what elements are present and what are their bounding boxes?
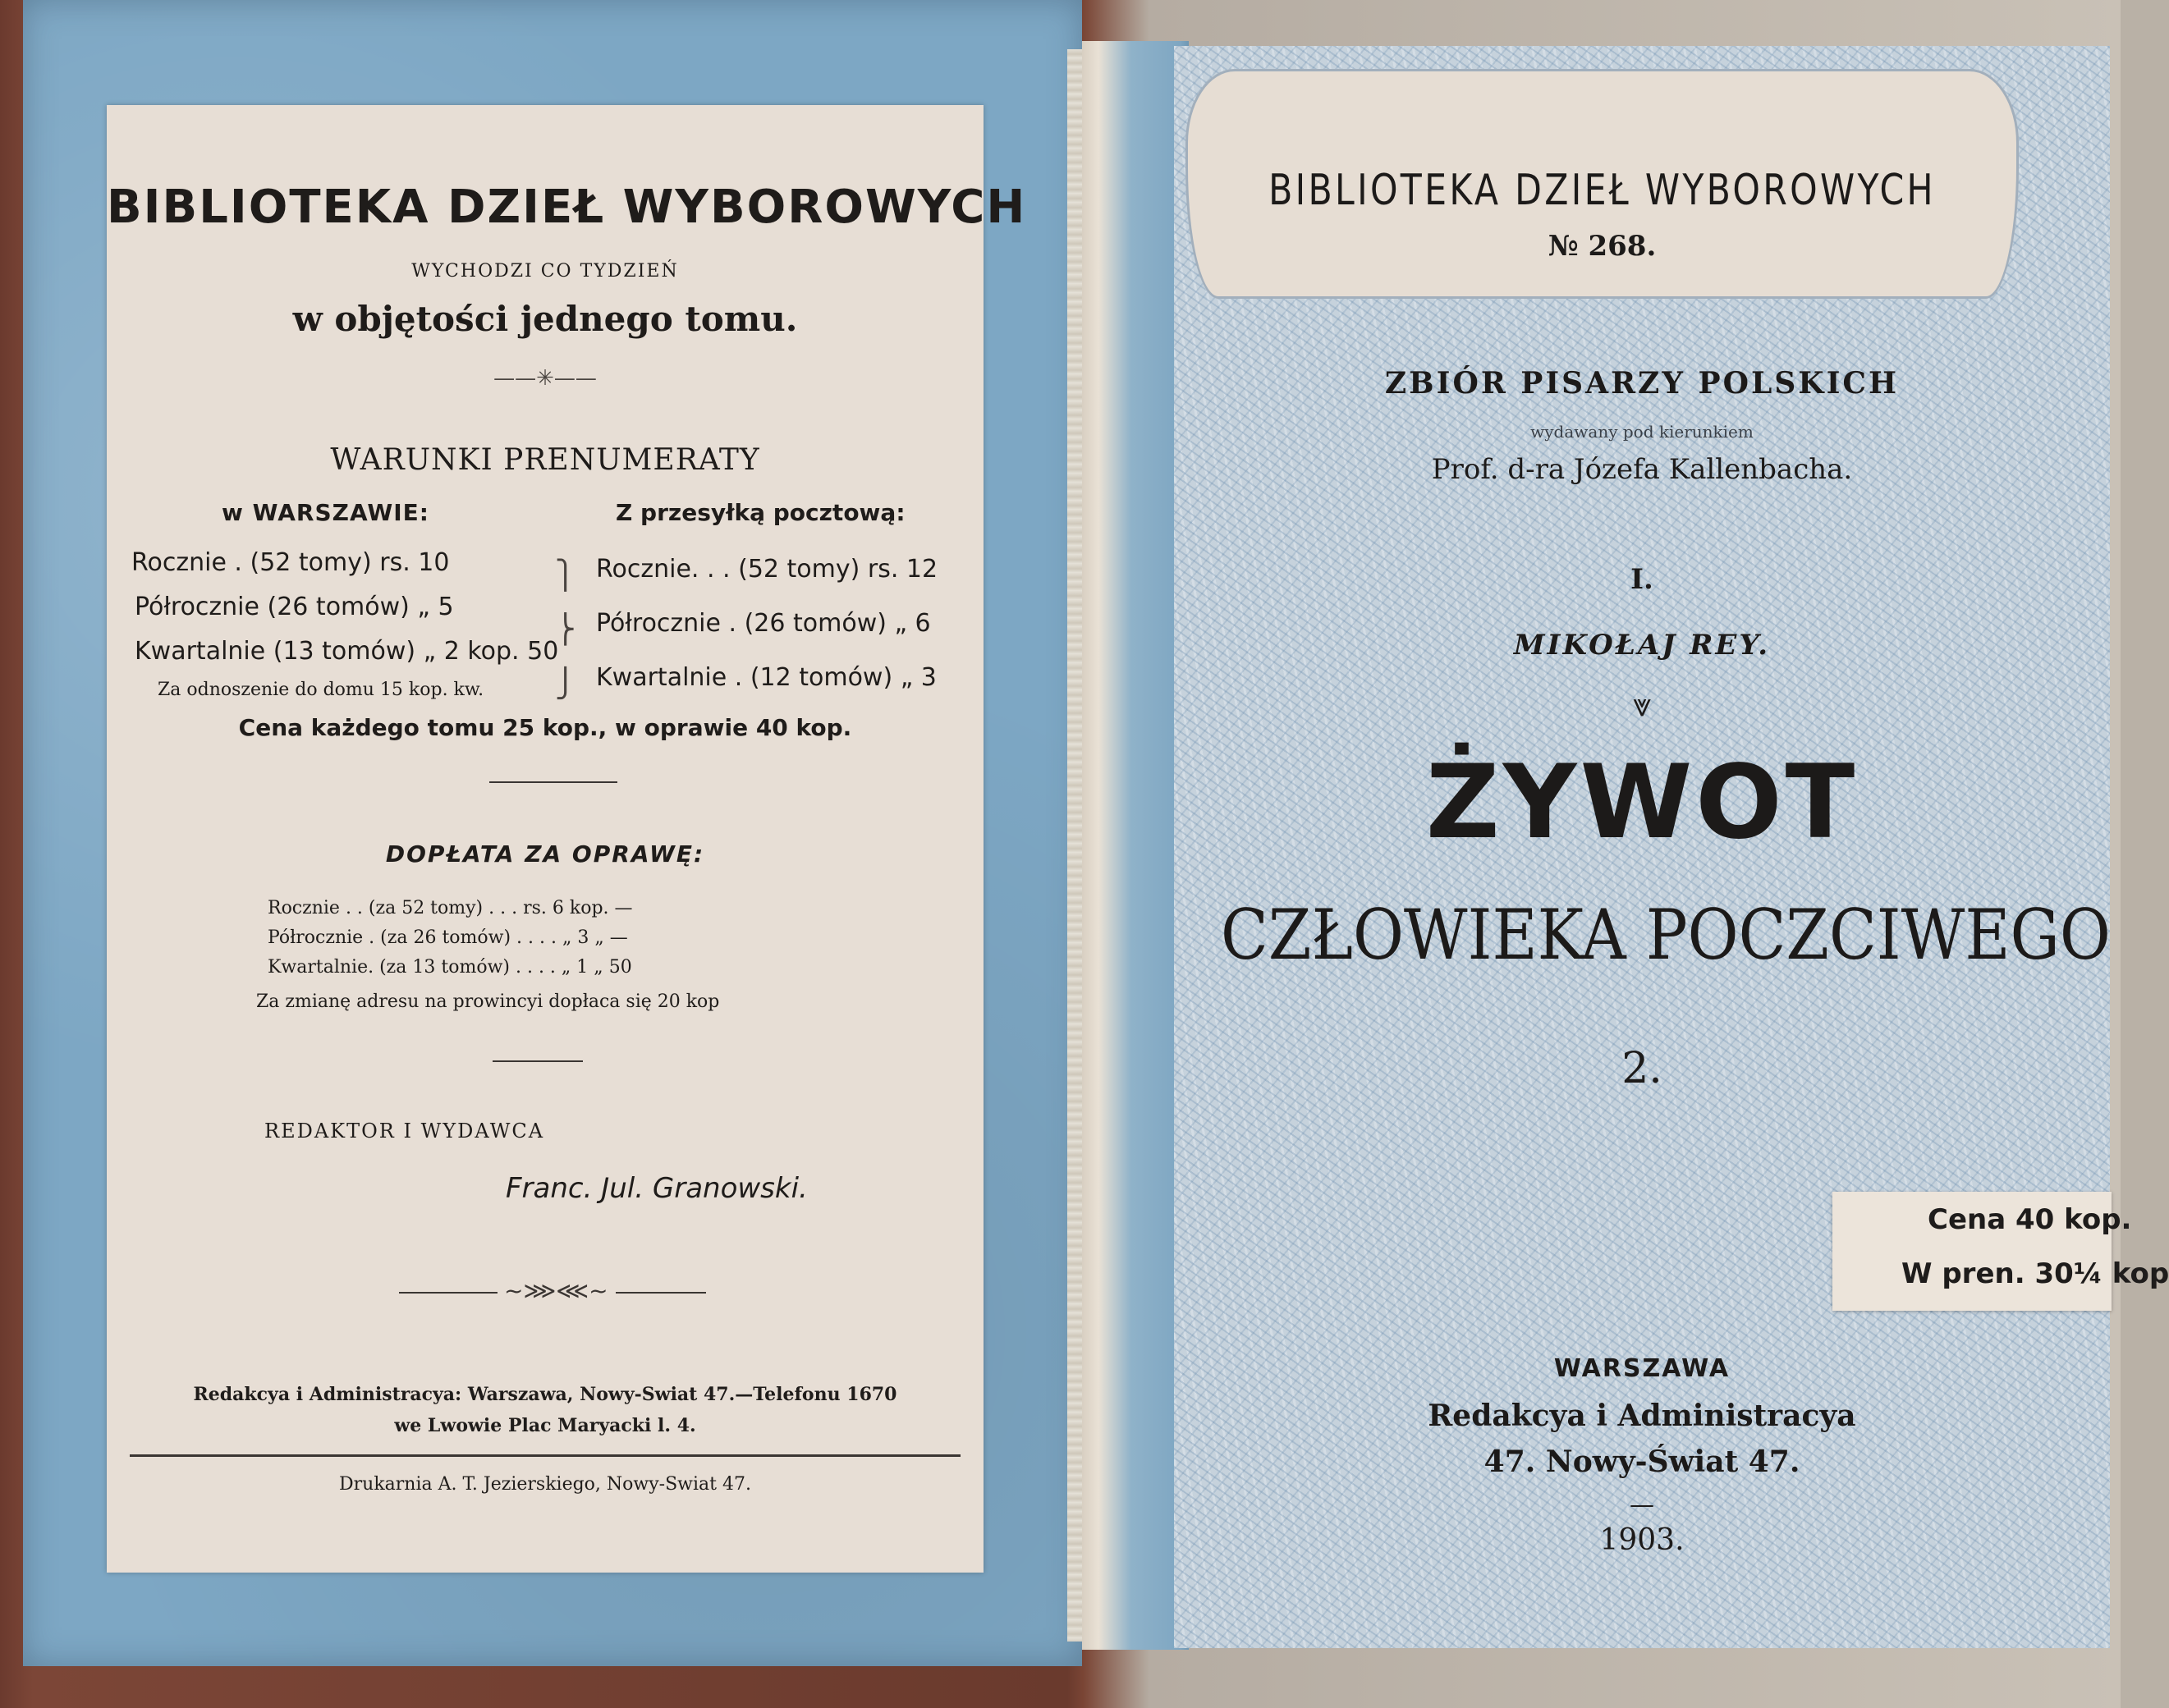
volume-number: 2. (1621, 1044, 1662, 1093)
volume-text: w objętości jednego tomu. (292, 299, 798, 339)
right-front-cover (1174, 46, 2110, 1648)
publisher-address: 47. Nowy-Świat 47. (1483, 1445, 1800, 1479)
main-title-subtitle: CZŁOWIEKA POCZCIWEGO (1221, 895, 2111, 975)
ornament-star: ——✳—— (493, 366, 597, 391)
brace-glyph: ⎫ ⎬ ⎭ (555, 559, 576, 700)
frequency-text: WYCHODZI CO TYDZIEŃ (411, 261, 679, 282)
warsaw-row-halfyear: Półrocznie (26 tomów) „ 5 (135, 593, 454, 621)
post-row-quarter: Kwartalnie . (12 tomów) „ 3 (596, 663, 937, 692)
price-sticker (1832, 1192, 2169, 1311)
ornament-flourish: ~⋙⋘~ (504, 1277, 608, 1304)
divider-1 (489, 781, 617, 783)
address-change-note: Za zmianę adresu na prowincyi dopłaca się 20 kop (256, 991, 720, 1012)
main-title-word: ŻYWOT (1425, 744, 1859, 862)
editor-label: REDAKTOR I WYDAWCA (264, 1120, 545, 1142)
warsaw-row-yearly: Rocznie . (52 tomy) rs. 10 (131, 548, 450, 577)
city: WARSZAWA (1553, 1354, 1731, 1383)
binding-row-halfyear: Półrocznie . (za 26 tomów) . . . . „ 3 „ — (268, 927, 628, 948)
year: 1903. (1599, 1523, 1685, 1557)
divider-3b (616, 1292, 706, 1294)
dash: — (1630, 1490, 1654, 1519)
left-pastedown-page (107, 105, 1027, 1573)
divider-bottom (130, 1454, 961, 1457)
post-heading: Z przesyłką pocztową: (616, 499, 906, 526)
price-line: Cena każdego tomu 25 kop., w oprawie 40 kop. (238, 714, 852, 741)
title-banner (1185, 69, 2019, 299)
binding-heading: DOPŁATA ZA OPRAWĘ: (385, 840, 705, 868)
divider-3a (399, 1292, 498, 1294)
editor-name: Franc. Jul. Granowski. (506, 1172, 808, 1205)
office-address-line1: Redakcya i Administracya: Warszawa, Nowy-Swiat 47.—Telefonu 1670 (193, 1384, 897, 1405)
collection-title: ZBIÓR PISARZY POLSKICH (1384, 366, 1900, 401)
office-address-line2: we Lwowie Plac Maryacki l. 4. (394, 1415, 696, 1436)
price-line1: Cena 40 kop. (1928, 1203, 2132, 1236)
divider-2 (493, 1060, 583, 1062)
post-row-yearly: Rocznie. . . (52 tomy) rs. 12 (596, 555, 938, 584)
publisher-office: Redakcya i Administracya (1428, 1399, 1856, 1433)
editor-name-cover: Prof. d-ra Józefa Kallenbacha. (1431, 453, 1853, 486)
price-line2: W pren. 30¼ kop (1901, 1257, 2169, 1290)
printer-line: Drukarnia A. T. Jezierskiego, Nowy-Swiat 47. (339, 1474, 751, 1495)
binding-row-yearly: Rocznie . . (za 52 tomy) . . . rs. 6 kop. — (268, 898, 633, 918)
spine (1082, 41, 1189, 1650)
part-number: I. (1630, 563, 1653, 596)
binding-row-quarter: Kwartalnie. (za 13 tomów) . . . . „ 1 „ 50 (268, 957, 632, 978)
ornament-cover: ⩔ (1632, 686, 1652, 724)
post-row-halfyear: Półrocznie . (26 tomów) „ 6 (596, 609, 931, 638)
terms-heading: WARUNKI PRENUMERATY (330, 443, 760, 477)
warsaw-row-quarter: Kwartalnie (13 tomów) „ 2 kop. 50 (135, 637, 559, 666)
series-title: BIBLIOTEKA DZIEŁ WYBOROWYCH (1268, 166, 1936, 215)
edited-by-text: wydawany pod kierunkiem (1530, 422, 1754, 442)
left-title: BIBLIOTEKA DZIEŁ WYBOROWYCH (107, 181, 1027, 234)
author-name: MIKOŁAJ REY. (1513, 629, 1771, 662)
series-number: № 268. (1548, 230, 1657, 263)
warsaw-heading: w WARSZAWIE: (222, 499, 429, 526)
delivery-note: Za odnoszenie do domu 15 kop. kw. (158, 680, 484, 700)
